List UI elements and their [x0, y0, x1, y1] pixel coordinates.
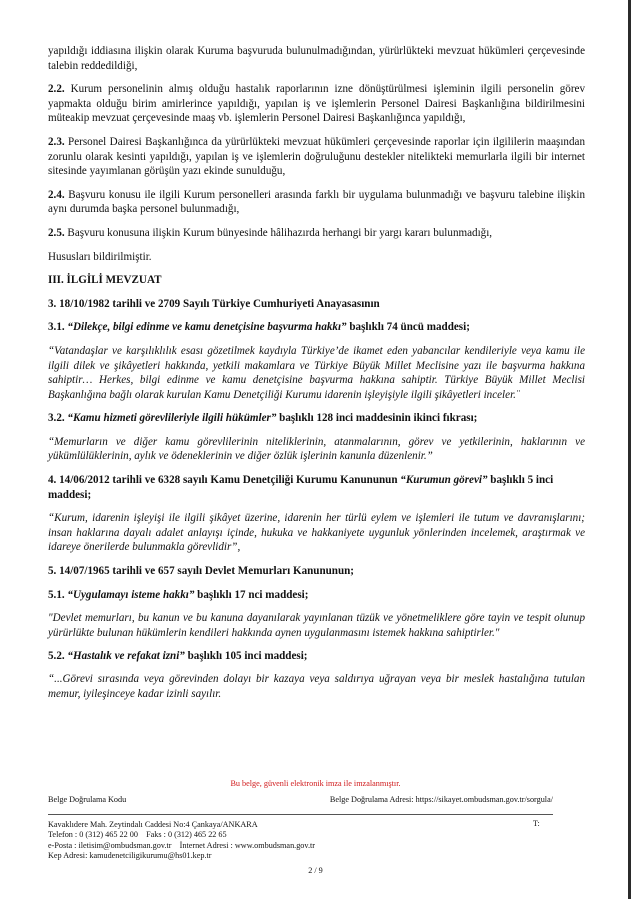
heading-article-title: “Dilekçe, bilgi edinme ve kamu denetçisine başvurma hakkı” — [67, 321, 347, 334]
heading-article-title: “Hastalık ve refakat izni” — [67, 650, 185, 663]
heading-3: 3. 18/10/1982 tarihli ve 2709 Sayılı Türkiye Cumhuriyeti Anayasasının — [48, 297, 380, 310]
document-body — [48, 44, 585, 710]
item-number: 2.3. — [48, 135, 65, 148]
item-number: 2.2. — [48, 83, 65, 96]
heading-number: 3.2. — [48, 412, 68, 425]
verification-code-label: Belge Doğrulama Kodu — [48, 795, 127, 804]
heading-number: 4. 14/06/2012 tarihli ve 6328 sayılı Kamu Denetçiliği Kurumu Kanununun — [48, 474, 401, 487]
heading-suffix: başlıklı 74 üncü maddesi; — [346, 321, 470, 334]
heading-3-2 — [48, 411, 585, 426]
paragraph-closing — [48, 250, 585, 265]
footer-divider — [48, 814, 553, 815]
quote-3-1: “Vatandaşlar ve karşılıklılık esası gözetilmek kaydıyla Türkiye’de ikamet eden yabancılar kendileriyle veya kamu ile ilgili dilek ve şikâyetleri hakkında, yetkili makamlara ve Türkiye Büyük Millet Meclisine yazı ile başvurma hakkına sahiptir… Herkes, bilgi edinme ve kamu denetçisine başvurma hakkına sahiptir. Türkiye Büyük Millet Meclisi Başkanlığına bağlı olarak kurulan Kamu Denetçiliği Kurumu idarenin işleyişiyle ilgili şikâyetleri inceler.¨ — [48, 344, 585, 401]
section-title: III. İLGİLİ MEVZUAT — [48, 274, 162, 287]
quote-3-2: “Memurların ve diğer kamu görevlilerinin niteliklerinin, atanmalarının, görev ve yetkilerinin, haklarının ve yükümlülüklerinin, aylık ve ödeneklerinin ve diğer özlük işlerinin kanunla düzenlenir.” — [48, 435, 585, 463]
paragraph-2-2 — [48, 82, 585, 126]
paragraph-text: Personel Dairesi Başkanlığınca da yürürlükteki mevzuat hükümleri çerçevesinde raporlar için ilgililerin maaşından zorunlu olarak kesinti yapıldığı, yapılan iş ve işlemlerin doğruluğunu destekler nitelikteki memurlarla ilgili bir internet sitesinde yayımlanan görüşün yazı ekinde sunulduğu, — [48, 135, 585, 178]
heading-4 — [48, 473, 585, 502]
heading-suffix: başlıklı 5 inci maddesi; — [48, 474, 554, 501]
footer-phone: Telefon : 0 (312) 465 22 00 Faks : 0 (312) 465 22 65 — [48, 830, 227, 840]
paragraph-text: yapıldığı iddiasına ilişkin olarak Kuruma başvuruda bulunulmadığından, yürürlükteki mevzuat hükümleri çerçevesinde talebin reddedildiği, — [48, 45, 585, 72]
heading-article-title: “Uygulamayı isteme hakkı” — [67, 588, 195, 601]
heading-number: 5.1. — [48, 588, 68, 601]
heading-number: 3.1. — [48, 321, 68, 334]
paragraph-text: Başvuru konusuna ilişkin Kurum bünyesinde hâlihazırda herhangi bir yargı kararı bulunmadığı, — [64, 226, 493, 239]
heading-5: 5. 14/07/1965 tarihli ve 657 sayılı Devlet Memurları Kanununun; — [48, 565, 355, 578]
paragraph-text: Hususları bildirilmiştir. — [48, 250, 152, 263]
heading-suffix: başlıklı 128 inci maddesinin ikinci fıkrası; — [276, 412, 478, 425]
footer-email-web: e-Posta : iletisim@ombudsman.gov.tr İnternet Adresi : www.ombudsman.gov.tr — [48, 840, 316, 850]
heading-5-1 — [48, 588, 585, 603]
heading-5-2 — [48, 649, 585, 664]
paragraph-2-1-continued — [48, 44, 585, 73]
footer-contact — [48, 820, 553, 861]
verification-address-link[interactable]: Belge Doğrulama Adresi: https://sikayet.ombudsman.gov.tr/sorgula/ — [329, 795, 553, 804]
paragraph-text: Başvuru konusu ile ilgili Kurum personelleri arasında farklı bir uygulama bulunmadığı ve başvuru talebine ilişkin aynı durumda başka personel bulunmadığı, — [48, 188, 585, 216]
item-number: 2.4. — [48, 188, 65, 201]
page-number: 2 / 9 — [308, 866, 323, 875]
quote-5-1: "Devlet memurları, bu kanun ve bu kanuna dayanılarak yayınlanan tüzük ve yönetmeliklere göre tayin ve tespit olunup yürürlükte bulunan hükümlerin kendileri hakkında aynen uygulanmasını istemek hakkına sahiptirler." — [48, 612, 585, 639]
paragraph-2-3 — [48, 135, 585, 179]
e-signature-notice: Bu belge, güvenli elektronik imza ile imzalanmıştır. — [230, 779, 401, 788]
paragraph-2-4 — [48, 188, 585, 217]
footer-address: Kavaklıdere Mah. Zeytindalı Caddesi No:4 Çankaya/ANKARA — [48, 820, 258, 829]
heading-suffix: başlıklı 105 inci maddesi; — [184, 650, 308, 663]
heading-suffix: başlıklı 17 nci maddesi; — [194, 588, 309, 601]
footer-mark: T: — [533, 819, 540, 828]
quote-4: “Kurum, idarenin işleyişi ile ilgili şikâyet üzerine, idarenin her türlü eylem ve işlemleri ile tutum ve davranışlarını; insan haklarına dayalı adalet anlayışı içinde, hukuka ve hakkaniyete uygunluk yönlerinden incelemek, araştırmak ve idareye önerilerde bulunmakla görevlidir”, — [48, 512, 585, 554]
heading-3-1 — [48, 320, 585, 335]
paragraph-2-5 — [48, 226, 585, 241]
footer-kep: Kep Adresi: kamudenetciligikurumu@hs01.kep.tr — [48, 850, 212, 860]
item-number: 2.5. — [48, 226, 65, 239]
heading-article-title: “Kurumun görevi” — [400, 474, 488, 487]
heading-article-title: “Kamu hizmeti görevlileriyle ilgili hükümler” — [67, 412, 277, 425]
heading-number: 5.2. — [48, 650, 68, 663]
paragraph-text: Kurum personelinin almış olduğu hastalık raporlarının izne dönüştürülmesi işleminin ilgili personelin görev yapmakta olduğu birim amirlerince yapıldığı, yapılan iş ve işlemlerin Personel Dairesi Başkanlığına bildirilmesini müteakip mevzuat çerçevesinde maaş vb. işlemlerin Personel Dairesi Başkanlığınca yapıldığı, — [48, 83, 585, 125]
quote-5-2: “...Görevi sırasında veya görevinden dolayı bir kazaya veya saldırıya uğrayan veya bir meslek hastalığına tutulan memur, iyileşinceye kadar izinli sayılır. — [48, 673, 585, 700]
